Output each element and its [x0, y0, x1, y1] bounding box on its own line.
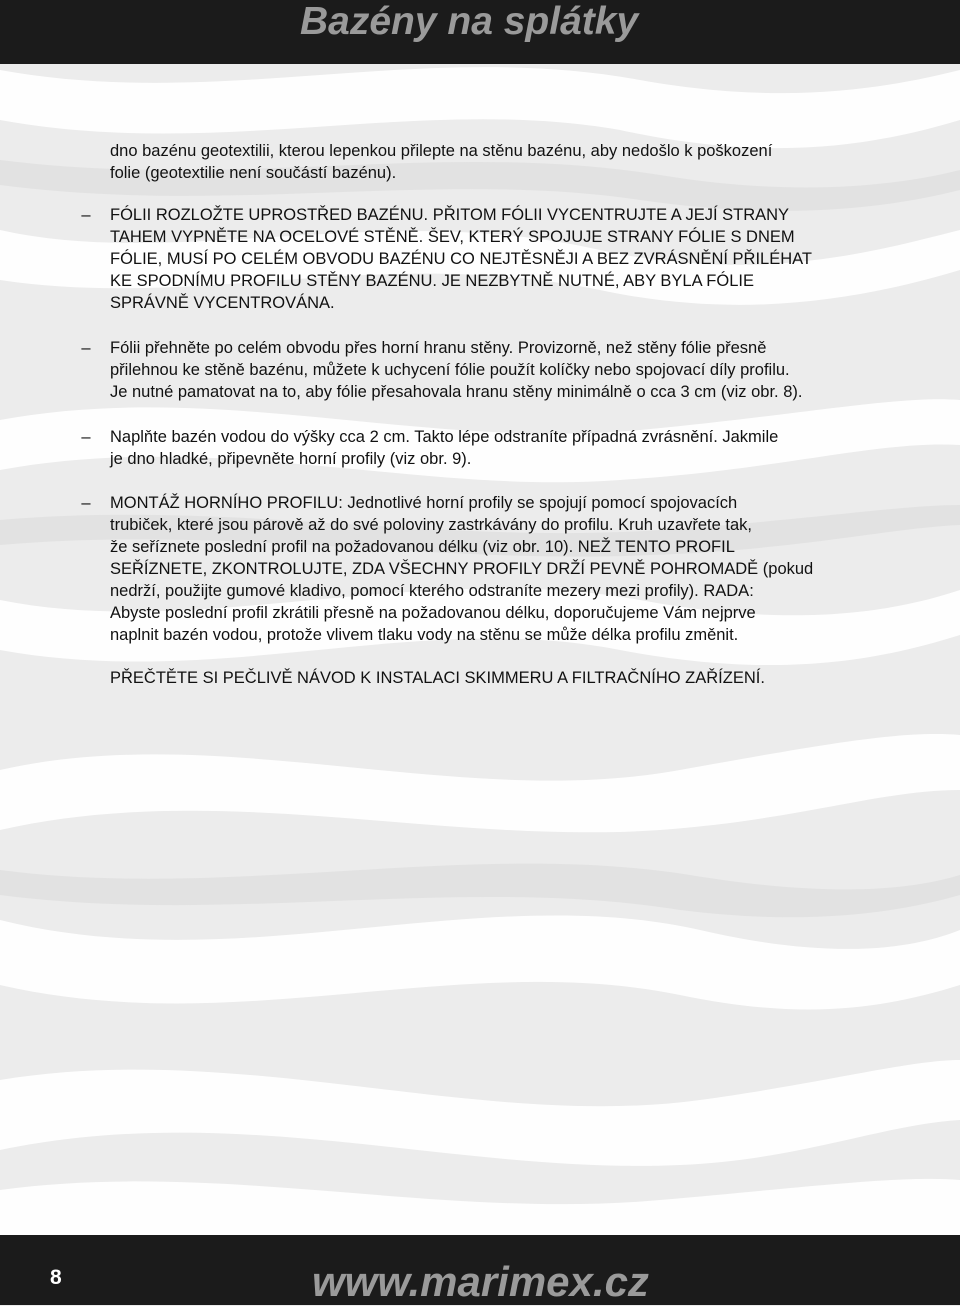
text-line: Naplňte bazén vodou do výšky cca 2 cm. Takto lépe odstraníte případná zvrásnění. Jakmile [110, 428, 779, 446]
text-line: FÓLII ROZLOŽTE UPROSTŘED BAZÉNU. PŘITOM FÓLII VYCENTRUJTE A JEJÍ STRANY [110, 206, 790, 224]
closing-instruction: PŘEČTĚTE SI PEČLIVĚ NÁVOD K INSTALACI SKIMMERU A FILTRAČNÍHO ZAŘÍZENÍ. [110, 669, 765, 687]
website-url: www.marimex.cz [312, 1258, 649, 1305]
text-line: dno bazénu geotextilii, kterou lepenkou přilepte na stěnu bazénu, aby nedošlo k poškození [110, 142, 773, 160]
list-item [81, 492, 900, 646]
text-line: SEŘÍZNETE, ZKONTROLUJTE, ZDA VŠECHNY PROFILY DRŽÍ PEVNĚ POHROMADĚ (pokud [110, 560, 814, 578]
list-item [81, 426, 900, 470]
page-title: Bazény na splátky [300, 0, 639, 43]
text-line: je dno hladké, připevněte horní profily (viz obr. 9). [110, 450, 472, 468]
list-dash: – [81, 206, 91, 224]
text-line: KE SPODNÍMU PROFILU STĚNY BAZÉNU. JE NEZBYTNĚ NUTNÉ, ABY BYLA FÓLIE [110, 272, 754, 290]
text-line: že seříznete poslední profil na požadovanou délku (viz obr. 10). NEŽ TENTO PROFIL [110, 538, 735, 556]
text-line: Abyste poslední profil zkrátili přesně na požadovanou délku, doporučujeme Vám nejprve [110, 604, 756, 622]
page-number: 8 [50, 1266, 62, 1289]
text-line: SPRÁVNĚ VYCENTROVÁNA. [110, 294, 335, 312]
text-line: Fólii přehněte po celém obvodu přes horní hranu stěny. Provizorně, než stěny fólie přesně [110, 339, 767, 357]
list-dash: – [81, 428, 91, 446]
header-bar [0, 0, 960, 64]
text-line: TAHEM VYPNĚTE NA OCELOVÉ STĚNĚ. ŠEV, KTERÝ SPOJUJE STRANY FÓLIE S DNEM [110, 228, 795, 246]
list-dash: – [81, 494, 91, 512]
document-body [81, 140, 900, 689]
text-line: Je nutné pamatovat na to, aby fólie přesahovala hranu stěny minimálně o cca 3 cm (viz obr. 8). [110, 383, 803, 401]
text-line: folie (geotextilie není součástí bazénu). [110, 164, 397, 182]
text-line: FÓLIE, MUSÍ PO CELÉM OBVODU BAZÉNU CO NEJTĚSNĚJI A BEZ ZVRÁSNĚNÍ PŘILÉHAT [110, 250, 812, 268]
list-dash: – [81, 339, 91, 357]
text-line: trubiček, které jsou párově až do své poloviny zastrkávány do profilu. Kruh uzavřete tak, [110, 516, 752, 534]
text-line: nedrží, použijte gumové kladivo, pomocí kterého odstraníte mezery mezi profily). RADA: [110, 582, 754, 600]
text-line: přilehnou ke stěně bazénu, můžete k uchycení fólie použít kolíčky nebo spojovací díly profilu. [110, 361, 790, 379]
intro-paragraph [110, 140, 900, 184]
text-line: naplnit bazén vodou, protože vlivem tlaku vody na stěnu se může délka profilu změnit. [110, 626, 739, 644]
text-line: MONTÁŽ HORNÍHO PROFILU: Jednotlivé horní profily se spojují pomocí spojovacích [110, 494, 738, 512]
list-item [81, 204, 900, 314]
list-item [81, 337, 900, 403]
